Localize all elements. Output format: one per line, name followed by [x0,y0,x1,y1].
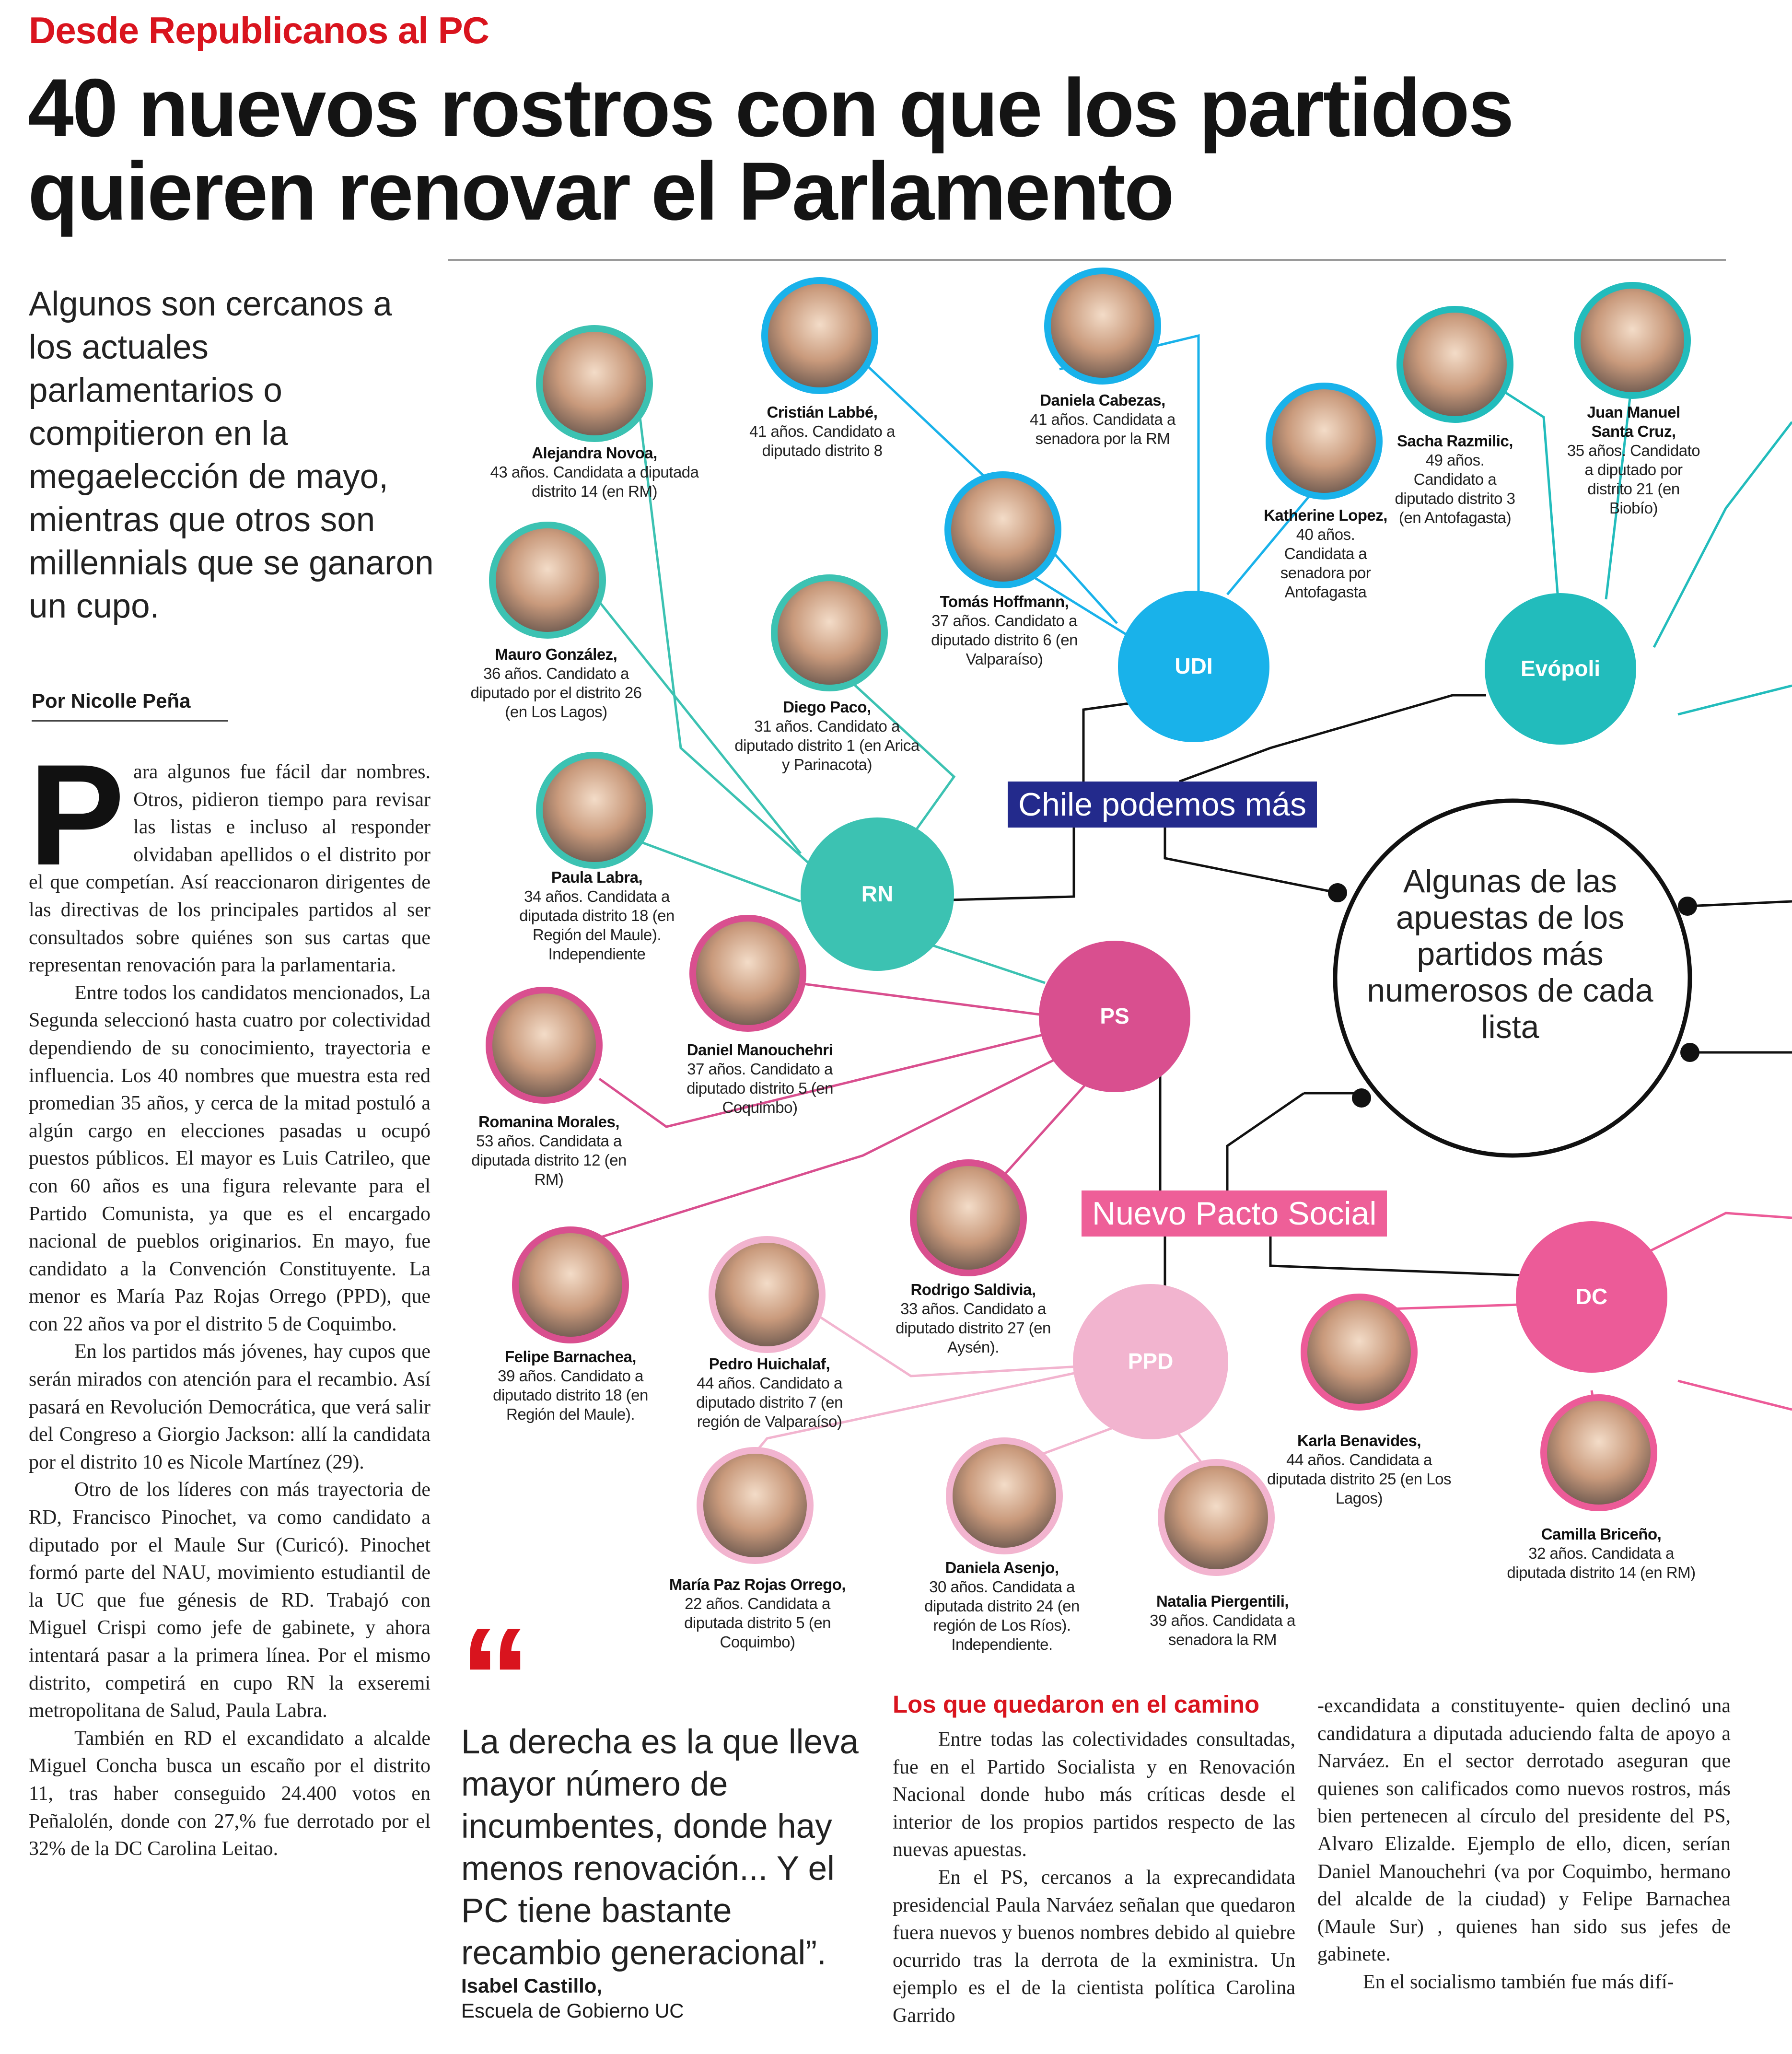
person-name: Alejandra Novoa, [532,444,657,462]
portrait-gonzalez [492,525,603,635]
person-name: Sacha Razmilic, [1397,432,1513,450]
caption-manouchehri [664,1040,856,1117]
caption-santacruz [1565,403,1702,518]
quote-author: Isabel Castillo, [461,1974,603,1997]
portrait-novoa [539,328,650,439]
person-desc: 22 años. Candidata a diputada distrito 5 (en Coquimbo) [684,1595,831,1651]
person-desc: 34 años. Candidata a diputada distrito 18 (en Región del Maule). Independiente [519,887,675,963]
caption-paco [733,698,920,774]
person-desc: 32 años. Candidata a diputada distrito 14 (en RM) [1507,1544,1696,1581]
caption-benavides [1258,1431,1460,1508]
person-desc: 53 años. Candidata a diputada distrito 12 (en RM) [471,1132,627,1188]
caption-rojas [666,1575,849,1652]
person-name: Paula Labra, [551,868,643,886]
person-desc: 36 años. Candidato a diputado por el distrito 26 (en Los Lagos) [470,665,642,721]
person-desc: 41 años. Candidata a senadora por la RM [1030,410,1175,447]
byline: Por Nicolle Peña [32,689,191,712]
person-name: Daniel Manouchehri [687,1041,833,1059]
person-desc: 39 años. Candidato a diputado distrito 18 (en Región del Maule). [493,1367,648,1423]
quote-mark: “ [459,1598,531,1759]
person-name: Felipe Barnachea, [505,1348,636,1365]
caption-asenjo [901,1558,1103,1654]
person-name: Pedro Huichalaf, [709,1355,830,1373]
person-desc: 40 años. Candidata a senadora por Antofagasta [1280,525,1371,601]
person-name: Romanina Morales, [478,1113,620,1131]
section-kicker: Desde Republicanos al PC [29,9,489,51]
person-name: Daniela Asenjo, [945,1559,1059,1576]
person-desc: 37 años. Candidato a diputado distrito 6 (en Valparaíso) [931,612,1078,668]
caption-barnachea [475,1347,666,1424]
deck: Algunos son cercanos a los actuales parlamentarios o compitieron en la megaelección de mayo, mientras que otros son millennials que se ganaron un cupo. [29,285,434,625]
person-desc: 37 años. Candidato a diputado distrito 5 (en Coquimbo) [687,1060,833,1116]
coalition-label-chile-podemos-mas: Chile podemos más [1008,782,1317,828]
person-desc: 44 años. Candidata a diputada distrito 25 (en Los Lagos) [1267,1451,1452,1507]
article-paragraph-3: En los partidos más jóvenes, hay cupos que serán mirados con atención para el recambio. Así pasará en Revolución Democrática, que verá salir del Congreso a Giorgio Jackson: allí la candidata por el distrito 10 es Nicole Martínez (29). [29,1341,431,1473]
portrait-morales [489,990,599,1100]
caption-saldivia [880,1280,1067,1357]
person-name: Tomás Hoffmann, [940,593,1069,610]
portrait-labra [539,755,650,865]
portrait-paco [774,578,884,688]
portrait-labbe [765,280,875,391]
person-name: Natalia Piergentili, [1156,1592,1289,1610]
person-desc: 33 años. Candidato a diputado distrito 27 (en Aysén). [896,1300,1051,1356]
caption-cabezas [1007,391,1199,448]
person-name: Cristián Labbé, [767,403,878,421]
sidebar-column-2 [1317,1692,1731,1996]
portrait-barnachea [515,1230,626,1340]
portrait-cabezas [1047,271,1158,381]
party-label-rn: RN [861,881,894,906]
portrait-lopez [1269,386,1379,496]
sidebar-paragraph-3: -excandidata a constituyente- quien declinó una candidatura a diputada aduciendo falta de apoyo a Narváez. En el sector derrotado aseguran que quienes son calificados como nuevos rostros, más bien pertenecen al círculo del presidente del PS, Alvaro Elizalde. Ejemplo de ello, dicen, serían Daniel Manouchehri (va por Coquimbo, hermano del alcalde de la ciudad) y Felipe Barnachea (Maule Sur) , quienes han sido sus jefes de gabinete. [1317,1695,1731,1966]
pull-quote: La derecha es la que lleva mayor número de incumbentes, donde hay menos renovación... Y el PC tiene bastante recambio generacional”. [461,1723,859,1972]
caption-labra [501,868,693,964]
portrait-saldivia [913,1163,1024,1273]
caption-labbe [726,403,918,460]
portrait-razmilic [1400,309,1510,420]
sidebar-paragraph-4: En el socialismo también fue más difí- [1363,1971,1674,1993]
portrait-asenjo [949,1441,1059,1551]
portrait-piergentili [1161,1462,1271,1573]
caption-gonzalez [460,645,652,722]
person-name: Daniela Cabezas, [1040,391,1165,409]
party-label-ppd: PPD [1128,1349,1174,1374]
portrait-manouchehri [693,918,803,1028]
person-name: Diego Paco, [783,698,871,716]
headline: 40 nuevos rostros con que los partidos quieren renovar el Parlamento [28,62,1513,237]
coalition-label-nuevo-pacto-social: Nuevo Pacto Social [1082,1190,1387,1237]
caption-huichalaf [676,1354,863,1431]
person-name: Katherine Lopez, [1264,506,1387,524]
paragraph-text: ara algunos fue fácil dar nombres. Otros, pidieron tiempo para revisar las listas e incluso al responder olvidaban apellidos o el distrito por el que competían. Así reaccionaron dirigentes de las directivas de los principales partidos al ser consultados sobre quiénes son sus cartas que representan renovación para la parlamentaria. [29,761,431,977]
dropcap: P [29,734,125,895]
person-desc: 41 años. Candidato a diputado distrito 8 [749,422,895,459]
portrait-briceno [1544,1398,1654,1508]
portrait-huichalaf [712,1239,822,1350]
person-name: Karla Benavides, [1297,1432,1421,1449]
center-caption: Algunas de las apuestas de los partidos más numerosos de cada lista [1367,863,1653,1045]
person-desc: 43 años. Candidata a diputada distrito 14 (en RM) [490,463,699,500]
person-name: Camilla Briceño, [1541,1525,1662,1543]
person-name: Rodrigo Saldivia, [910,1281,1036,1298]
quote-author-role: Escuela de Gobierno UC [461,1999,684,2022]
caption-morales [467,1112,630,1189]
person-name: Mauro González, [495,645,617,663]
caption-novoa [479,443,710,501]
person-desc: 30 años. Candidata a diputada distrito 24 (en región de Los Ríos). Independiente. [924,1578,1080,1653]
portrait-rojas [700,1450,810,1561]
person-desc: 39 años. Candidata a senadora la RM [1150,1611,1295,1648]
portrait-santacruz [1577,285,1687,396]
party-label-evopoli: Evópoli [1520,656,1601,681]
portrait-benavides [1304,1297,1414,1407]
person-desc: 44 años. Candidato a diputado distrito 7 (en región de Valparaíso) [696,1374,843,1430]
caption-razmilic [1390,432,1520,527]
person-desc: 49 años. Candidato a diputado distrito 3 (en Antofagasta) [1395,451,1515,526]
caption-piergentili [1143,1592,1302,1649]
portrait-hoffmann [948,475,1058,585]
caption-hoffmann [908,592,1100,669]
party-label-udi: UDI [1175,654,1213,678]
article-paragraph-4: Otro de los líderes con más trayectoria de RD, Francisco Pinochet, va como candidato a diputado por el Maule Sur (Curicó). Pinochet formó parte del NAU, movimiento estudiantil de la UC que fue génesis de RD. Trabajó con Miguel Crispi como jefe de gabinete, y ahora intentará pasar a la primera línea. Por el mismo distrito, competirá en cupo RN la exseremi metropolitana de Salud, Paula Labra. [29,1479,431,1722]
person-name: Juan Manuel Santa Cruz, [1587,403,1680,440]
person-name: María Paz Rojas Orrego, [669,1576,846,1593]
party-label-ps: PS [1100,1004,1129,1028]
person-desc: 31 años. Candidato a diputado distrito 1 (en Arica y Parinacota) [734,717,919,773]
article-paragraph-2: Entre todos los candidatos mencionados, La Segunda seleccionó hasta cuatro por colectividad dependiendo de su conocimiento, trayectoria e influencia. Los 40 nombres que muestra esta red promedian 35 años, y cerca de la mitad postuló a algún cargo en elecciones pasadas u ocupó puestos públicos. El mayor es Luis Catrileo, que con 60 años es una figura relevante para el Partido Comunista, ya que es el encargado nacional de pueblos originarios. En mayo, fue candidato a la Convención Constituyente. La menor es María Paz Rojas Orrego (PPD), que con 22 años va por el distrito 5 de Coquimbo. [29,981,431,1335]
article-paragraph-5: También en RD el excandidato a alcalde Miguel Concha busca un escaño por el distrito 11, tras haber conseguido 24.400 votos en Peñalolén, donde con 27,% fue derrotado por el 32% de la DC Carolina Leitao. [29,1727,431,1860]
sidebar-paragraph-2: En el PS, cercanos a la exprecandidata presidencial Paula Narváez señalan que quedaron fuera nuevos y buenos nombres debido al quiebre ocurrido tras la derrota de la exministra. Un ejemplo es el de la cientista política Carolina Garrido [893,1866,1295,2027]
caption-briceno [1505,1525,1697,1582]
party-label-dc: DC [1575,1284,1608,1309]
sidebar-paragraph-1: Entre todas las colectividades consultadas, fue en el Partido Socialista y en Renovación Nacional donde hubo más críticas desde el interior de los propios partidos respecto de las nuevas apuestas. [893,1728,1295,1861]
caption-lopez [1263,506,1388,602]
person-desc: 35 años. Candidato a diputado por distrito 21 (en Biobío) [1567,442,1700,517]
sidebar-column-1 [893,1726,1295,2030]
sidebar-subhead: Los que quedaron en el camino [893,1691,1260,1718]
